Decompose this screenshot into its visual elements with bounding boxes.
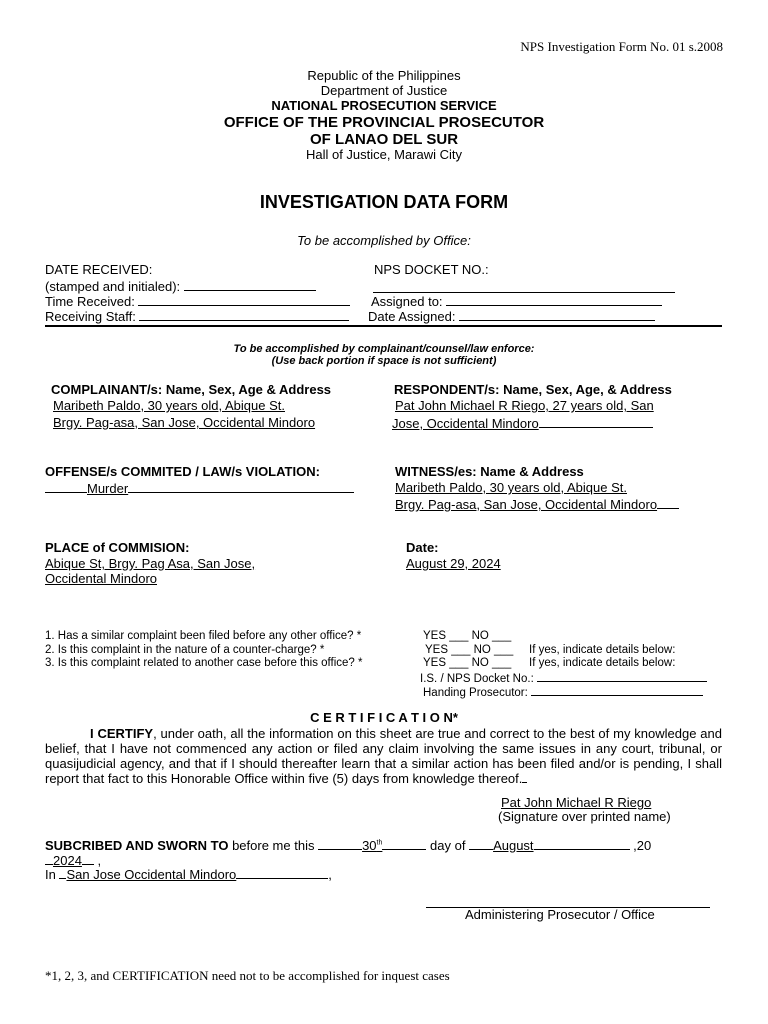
sworn-place[interactable]: San Jose Occidental Mindoro	[66, 867, 237, 882]
sworn-line	[45, 838, 651, 854]
date-label: Date:	[406, 540, 439, 555]
certify-lead: I CERTIFY	[90, 726, 154, 741]
stamped-line	[184, 279, 316, 291]
question-1: 1. Has a similar complaint been filed before any other office? *	[45, 630, 362, 642]
witness-line2: Brgy. Pag-asa, San Jose, Occidental Mindoro	[395, 497, 658, 512]
sworn-place-fill-right	[236, 867, 328, 879]
signatory-name[interactable]: Pat John Michael R Riego	[501, 795, 652, 810]
handling-prosecutor-line	[531, 685, 703, 696]
receiving-staff-label: Receiving Staff:	[45, 309, 136, 324]
receiving-staff-field[interactable]	[45, 309, 349, 325]
date-assigned-line	[459, 309, 655, 321]
is-docket-field[interactable]	[420, 671, 707, 686]
place-label: PLACE of COMMISION:	[45, 540, 190, 555]
sworn-day-suffix: th	[376, 839, 383, 847]
nps-docket-label: NPS DOCKET NO.:	[374, 262, 489, 277]
place-line2[interactable]: Occidental Mindoro	[45, 571, 157, 586]
question-3: 3. Is this complaint related to another case before this office? *	[45, 657, 363, 669]
complainant-line1[interactable]: Maribeth Paldo, 30 years old, Abique St.	[53, 398, 285, 413]
sworn-day-field[interactable]	[362, 838, 382, 853]
header-republic: Republic of the Philippines	[307, 68, 461, 83]
header-nps: NATIONAL PROSECUTION SERVICE	[271, 98, 497, 113]
sworn-day-fill-left	[318, 838, 362, 850]
sworn-year-fill-right	[82, 853, 94, 865]
sworn-place-line: In San Jose Occidental Mindoro ,	[45, 867, 332, 882]
respondent-line2: Jose, Occidental Mindoro	[392, 416, 539, 431]
sworn-day: 30	[362, 838, 377, 853]
sworn-month-fill-right	[534, 838, 630, 850]
sworn-month[interactable]: August	[493, 838, 534, 853]
stamped-label: (stamped and initialed):	[45, 279, 181, 294]
sworn-year-line: 2024 ,	[45, 853, 101, 869]
question-3-extra: If yes, indicate details below:	[529, 657, 676, 669]
sworn-before: before me this	[232, 838, 315, 853]
question-1-answer[interactable]: YES ___ NO ___	[423, 630, 512, 642]
complainant-note-sub: (Use back portion if space is not sufficient)	[271, 355, 497, 367]
sworn-month-fill-left	[469, 838, 493, 850]
is-docket-line	[537, 671, 707, 682]
date-received-label: DATE RECEIVED:	[45, 262, 153, 277]
form-title: INVESTIGATION DATA FORM	[259, 192, 509, 212]
respondent-line1[interactable]: Pat John Michael R Riego, 27 years old, San	[395, 398, 654, 413]
sworn-day-fill-right	[382, 838, 426, 850]
time-received-field[interactable]	[45, 294, 350, 310]
offense-value: Murder	[87, 481, 129, 496]
nps-docket-line[interactable]	[373, 292, 675, 293]
offense-label: OFFENSE/s COMMITED / LAW/s VIOLATION:	[45, 464, 320, 479]
header-office: OFFICE OF THE PROVINCIAL PROSECUTOR	[223, 114, 545, 131]
offense-fill-right	[128, 481, 354, 493]
time-received-line	[138, 294, 350, 306]
assigned-to-line	[446, 294, 662, 306]
handling-prosecutor-field[interactable]	[423, 685, 703, 700]
assigned-to-label: Assigned to:	[371, 294, 443, 309]
sworn-day-of: day of	[430, 838, 466, 853]
respondent-line2-fill	[539, 416, 653, 428]
form-number: NPS Investigation Form No. 01 s.2008	[520, 39, 723, 54]
section-divider	[45, 325, 722, 327]
certification-body	[45, 726, 722, 786]
complainant-line2[interactable]: Brgy. Pag-asa, San Jose, Occidental Mindoro	[53, 415, 316, 430]
witness-label: WITNESS/es: Name & Address	[395, 464, 584, 479]
question-2-answer[interactable]: YES ___ NO ___	[425, 644, 514, 656]
header-address: Hall of Justice, Marawi City	[305, 147, 463, 162]
header-department: Department of Justice	[320, 83, 448, 98]
footnote: *1, 2, 3, and CERTIFICATION need not to be accomplished for inquest cases	[45, 968, 450, 983]
administering-label: Administering Prosecutor / Office	[465, 907, 655, 922]
date-assigned-field[interactable]	[368, 309, 655, 325]
office-note: To be accomplished by Office:	[297, 233, 471, 248]
signature-caption: (Signature over printed name)	[498, 809, 671, 824]
date-value[interactable]: August 29, 2024	[406, 556, 501, 571]
receiving-staff-line	[139, 309, 349, 321]
sworn-year-fill-left	[45, 853, 53, 865]
question-2-extra: If yes, indicate details below:	[529, 644, 676, 656]
certify-text: , under oath, all the information on this sheet are true and correct to the best of my knowledge and belief, that I have not commenced any action or filed any claim involving the same issues in any court, tribunal, or quasijudicial agency, and that if I should thereafter learn that a similar action has been filed and/or is pending, I shall report that fact to this Honorable Office within five (5) days from knowledge thereof.	[45, 726, 722, 786]
witness-line2-field[interactable]	[395, 497, 679, 513]
date-assigned-label: Date Assigned:	[368, 309, 456, 324]
handling-prosecutor-label: Handing Prosecutor:	[423, 687, 528, 699]
complainant-note: To be accomplished by complainant/counsel/law enforce:	[233, 343, 535, 355]
respondent-line2-field[interactable]	[392, 416, 653, 432]
complainant-label: COMPLAINANT/s: Name, Sex, Age & Address	[51, 382, 332, 397]
question-2: 2. Is this complaint in the nature of a counter-charge? *	[45, 644, 325, 656]
place-line1[interactable]: Abique St, Brgy. Pag Asa, San Jose,	[45, 556, 256, 571]
sworn-in-label: In	[45, 867, 56, 882]
sworn-year[interactable]: 2024	[53, 853, 82, 868]
certification-heading: C E R T I F I C A T I O N*	[310, 710, 458, 725]
question-3-answer[interactable]: YES ___ NO ___	[423, 657, 512, 669]
is-docket-label: I.S. / NPS Docket No.:	[420, 673, 534, 685]
witness-line2-fill	[657, 497, 679, 509]
sworn-label: SUBCRIBED AND SWORN TO	[45, 838, 229, 853]
certify-fill	[522, 771, 527, 783]
assigned-to-field[interactable]	[371, 294, 662, 310]
respondent-label: RESPONDENT/s: Name, Sex, Age, & Address	[394, 382, 672, 397]
stamped-field[interactable]	[45, 279, 316, 295]
witness-line1[interactable]: Maribeth Paldo, 30 years old, Abique St.	[395, 480, 627, 495]
sworn-year-prefix: ,20	[633, 838, 652, 853]
offense-field[interactable]	[45, 481, 354, 497]
header-province: OF LANAO DEL SUR	[309, 131, 459, 148]
time-received-label: Time Received:	[45, 294, 135, 309]
offense-fill-left	[45, 481, 87, 493]
